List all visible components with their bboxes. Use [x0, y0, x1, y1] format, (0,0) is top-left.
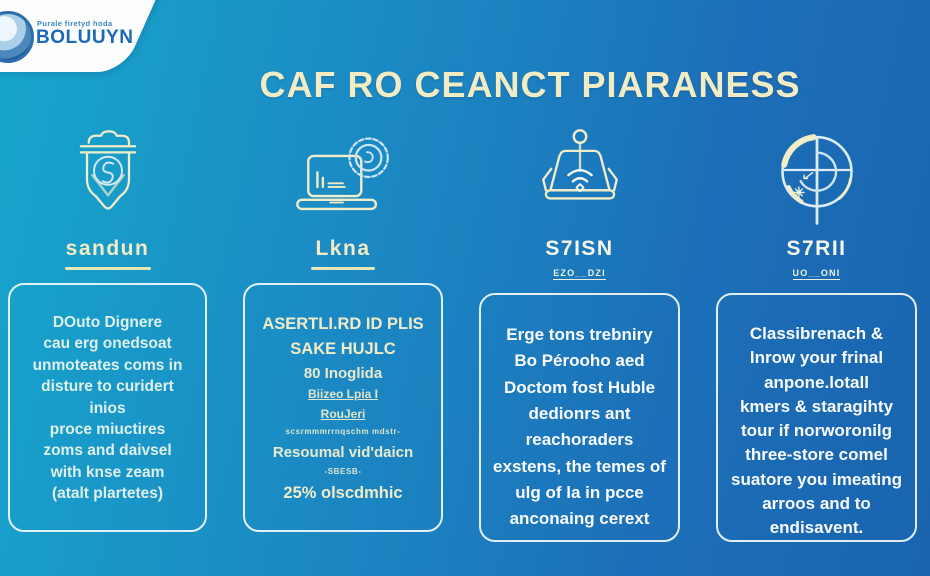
card-line: dedionrs ant	[528, 404, 631, 424]
feature-column-lkna	[243, 116, 443, 542]
compass-search-icon	[767, 116, 867, 236]
card-line: Resoumal vid'daicn	[272, 444, 414, 462]
card-line: arroos and to	[762, 494, 871, 514]
column-label: S7ISN	[545, 237, 614, 260]
card-line: scsrmmmrrnqschm mdstr-	[285, 427, 401, 437]
card-line: with knse zeam	[50, 463, 165, 481]
card-line: Erge tons trebniry	[506, 325, 653, 344]
card-line: -SBESB-	[324, 467, 362, 477]
card-line: Biizeo Lpia I	[307, 386, 378, 401]
card-line: lnrow your frinal	[749, 348, 884, 368]
laptop-badge-icon	[290, 116, 396, 236]
card-line: cau erg onedsoat	[43, 335, 172, 353]
card-line: zoms and daivsel	[43, 442, 172, 460]
feature-columns	[0, 116, 930, 542]
card-line: endisavent.	[769, 518, 864, 538]
shield-badge-icon	[66, 116, 150, 236]
card-line: unmoteates coms in	[32, 356, 183, 374]
card-line: disture to curidert	[41, 378, 174, 396]
card-line: ASERTLI.RD ID PLIS	[262, 315, 424, 333]
card-line: kmers & staragihty	[739, 396, 894, 416]
feature-column-sandun	[8, 116, 207, 542]
column-label: S7RII	[786, 237, 847, 260]
column-sublabel: UO__ONI	[792, 268, 841, 278]
feature-card	[716, 293, 917, 542]
card-line: DOuto Dignere	[52, 314, 163, 331]
card-line: 80 Inoglida	[303, 364, 383, 382]
column-label: Lkna	[315, 237, 371, 260]
card-line: RouJeri	[320, 406, 366, 421]
feature-card	[243, 283, 443, 532]
card-line: tour if norworonilg	[740, 421, 893, 441]
card-line: three-store comel	[745, 445, 888, 465]
label-underline	[65, 267, 151, 270]
card-line: (atalt plartetes)	[51, 485, 164, 502]
card-line: Doctom fost Huble	[503, 377, 656, 397]
page-title: CAF RO CEANCT PIARANESS	[259, 64, 801, 106]
card-line: suatore you imeating	[731, 469, 902, 489]
feature-column-s7rii	[716, 116, 917, 542]
card-line: exstens, the temes of	[493, 456, 666, 476]
brand-tagline: Purale firetyd hoda	[37, 19, 113, 28]
lamp-wifi-icon	[528, 116, 632, 236]
column-label: sandun	[65, 237, 150, 260]
label-underline	[311, 267, 375, 270]
brand-name: BOLUUYN	[36, 27, 134, 48]
card-line: inios	[89, 399, 126, 417]
column-sublabel: EZO__DZI	[553, 268, 606, 278]
card-line: anconaing cerext	[509, 509, 650, 529]
card-line: Classibrenach &	[749, 324, 884, 343]
card-line: ulg of la in pcce	[515, 483, 644, 503]
card-line: SAKE HUJLC	[290, 339, 396, 358]
card-line: 25% olscdmhic	[283, 484, 403, 503]
card-line: reachoraders	[525, 430, 634, 450]
feature-card	[8, 283, 207, 532]
feature-column-s7isn	[479, 116, 680, 542]
card-line: proce miuctires	[49, 420, 166, 438]
feature-card	[479, 293, 680, 542]
card-line: Bo Pérooho aed	[514, 351, 645, 371]
card-line: anpone.lotall	[764, 372, 869, 392]
